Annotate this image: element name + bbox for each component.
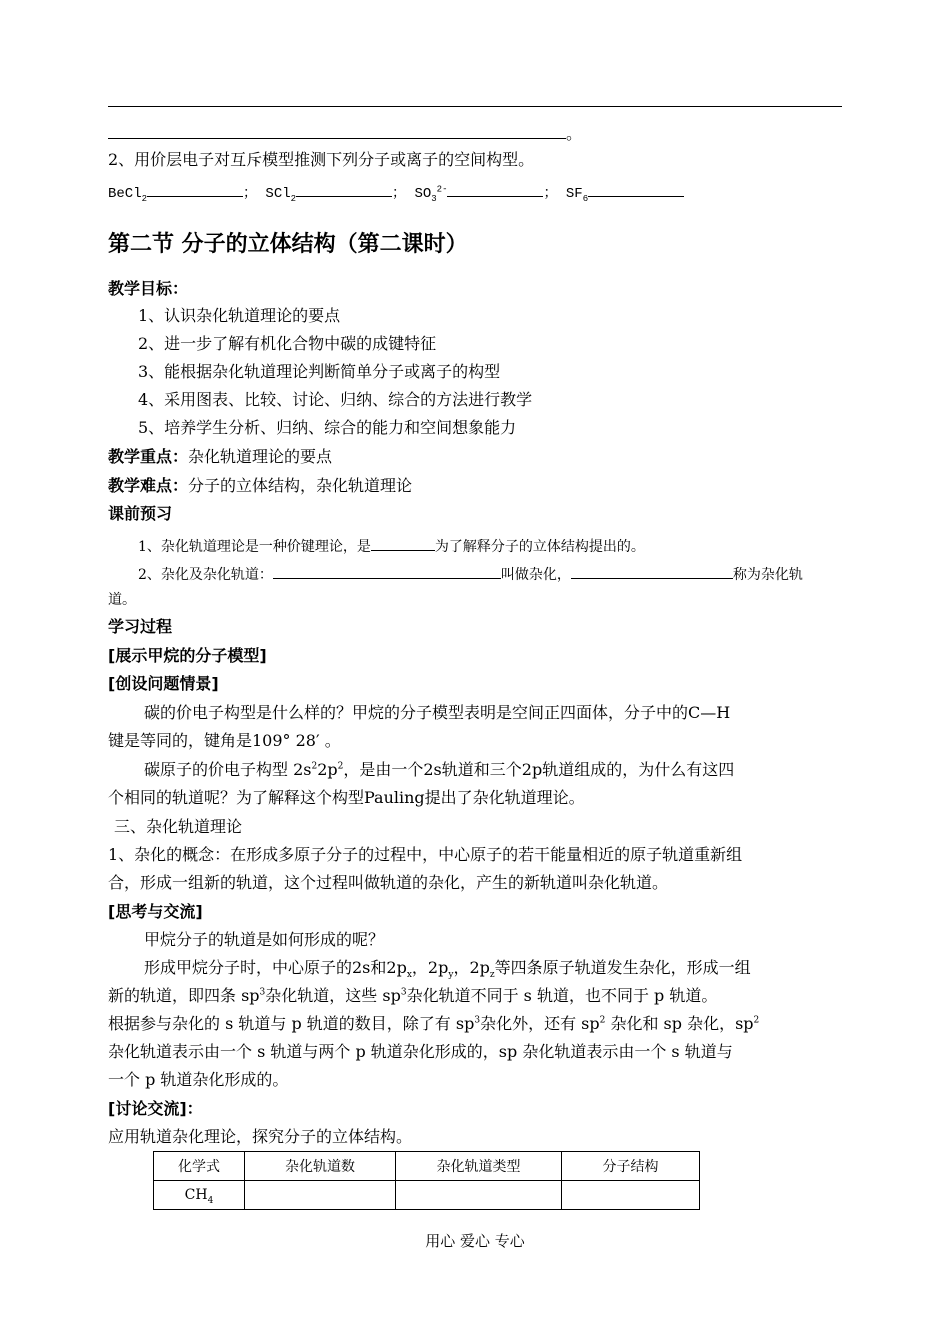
process-heading: 学习过程 [108,617,173,636]
objective-item: 2、进一步了解有机化合物中碳的成键特征 [138,334,437,353]
scene-heading: [创设问题情景] [108,674,219,693]
molecule-formula: $SF_6$ [565,186,589,204]
table-row [154,1181,700,1210]
objective-item: 1、认识杂化轨道理论的要点 [138,306,341,325]
table-header-cell: 化学式 [154,1152,245,1181]
subsection-heading: 三、杂化轨道理论 [114,817,243,836]
answer-blank[interactable] [108,122,566,139]
question-2: 2、用价层电子对互斥模型推测下列分子或离子的空间构型。 [108,150,535,169]
hybridization-table [153,1151,700,1210]
page-footer: 用心 爱心 专心 [425,1232,525,1250]
preview-q2: 2、杂化及杂化轨道： 叫做杂化， 称为杂化轨 [138,562,803,585]
answer-blank[interactable] [371,534,435,551]
answer-blank[interactable] [571,562,733,579]
paragraph-line: 一个 p 轨道杂化形成的。 [108,1070,289,1089]
table-cell[interactable] [245,1181,396,1210]
table-cell[interactable] [396,1181,562,1210]
discuss-heading: [讨论交流]： [108,1099,203,1118]
paragraph-line: 甲烷分子的轨道是如何形成的呢？ [144,930,385,949]
objective-item: 3、能根据杂化轨道理论判断简单分子或离子的构型 [138,362,501,381]
molecule-list: BeCl$_2$ ； SCl$_2$ ； $SO_3^{2-}$ ； $SF_6$ [108,180,684,204]
answer-line [108,106,842,107]
table-header-cell: 杂化轨道数 [245,1152,396,1181]
answer-blank[interactable] [588,180,684,197]
paragraph-line: 个相同的轨道呢？为了解释这个构型Pauling提出了杂化轨道理论。 [108,788,585,807]
table-header-row [154,1152,700,1181]
answer-blank[interactable] [447,180,543,197]
section-title: 第二节 分子的立体结构（第二课时） [108,232,468,257]
paragraph-line: 碳的价电子构型是什么样的？甲烷的分子模型表明是空间正四面体，分子中的C—H [144,703,731,722]
answer-line-row [108,122,582,144]
period-mark: 。 [566,124,583,143]
answer-blank[interactable] [273,562,501,579]
paragraph-line: 根据参与杂化的 s 轨道与 p 轨道的数目，除了有 $sp^3$杂化外，还有 $sp^2$ 杂化和 sp 杂化，$sp^2$ [108,1014,760,1033]
paragraph-line: 1、杂化的概念：在形成多原子分子的过程中，中心原子的若干能量相近的原子轨道重新组 [108,845,743,864]
objective-item: 4、采用图表、比较、讨论、归纳、综合的方法进行教学 [138,390,533,409]
objective-item: 5、培养学生分析、归纳、综合的能力和空间想象能力 [138,418,517,437]
table-header-cell: 分子结构 [562,1152,700,1181]
show-model-heading: [展示甲烷的分子模型] [108,646,267,665]
think-heading: [思考与交流] [108,902,203,921]
table-cell[interactable] [562,1181,700,1210]
molecule-formula: SCl$_2$ [265,186,297,204]
paragraph-line: 形成甲烷分子时，中心原子的2s和$2p_x$，$2p_y$，$2p_z$等四条原子轨道发生杂化，形成一组 [144,958,751,981]
paragraph-line: 键是等同的，键角是109° 28′ 。 [108,731,341,750]
paragraph-line: 杂化轨道表示由一个 s 轨道与两个 p 轨道杂化形成的，sp 杂化轨道表示由一个 s 轨道与 [108,1042,733,1061]
paragraph-line: 碳原子的价电子构型 $2s^22p^2$，是由一个2s轨道和三个2p轨道组成的，为什么有这四 [144,760,735,779]
paragraph-line: 应用轨道杂化理论，探究分子的立体结构。 [108,1127,413,1146]
preview-q2-cont: 道。 [108,592,136,608]
paragraph-line: 合，形成一组新的轨道，这个过程叫做轨道的杂化，产生的新轨道叫杂化轨道。 [108,873,669,892]
answer-blank[interactable] [147,180,243,197]
answer-blank[interactable] [296,180,392,197]
preview-q1: 1、杂化轨道理论是一种价键理论，是 为了解释分子的立体结构提出的。 [138,534,645,557]
preview-heading: 课前预习 [108,504,173,523]
key-point: 教学重点：杂化轨道理论的要点 [108,447,333,466]
difficulty: 教学难点：分子的立体结构，杂化轨道理论 [108,476,413,495]
table-cell-formula: $CH_4$ [154,1181,245,1210]
molecule-formula: BeCl$_2$ [108,186,148,204]
molecule-formula: $SO_3^{2-}$ [414,184,448,204]
objectives-heading: 教学目标： [108,279,189,298]
table-header-cell: 杂化轨道类型 [396,1152,562,1181]
paragraph-line: 新的轨道，即四条 $sp^3$杂化轨道，这些 $sp^3$杂化轨道不同于 s 轨道，也不同于 p 轨道。 [108,986,718,1005]
